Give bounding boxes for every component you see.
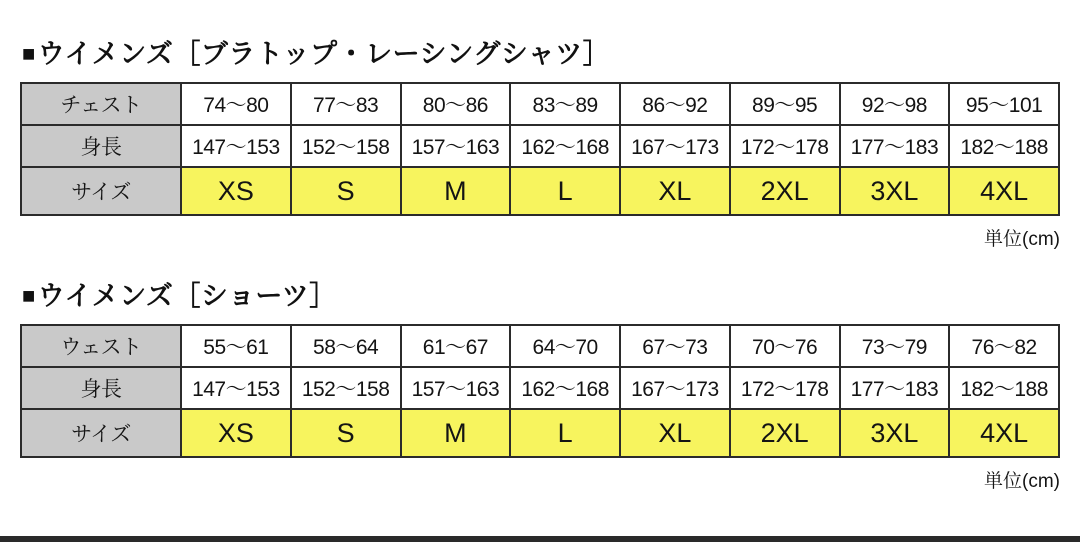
cell-height-s: 152〜158: [291, 367, 401, 409]
cell-height-xs: 147〜153: [181, 125, 291, 167]
cell-chest-3xl: 92〜98: [840, 83, 950, 125]
cell-height-3xl: 177〜183: [840, 367, 950, 409]
cell-chest-m: 80〜86: [401, 83, 511, 125]
cell-height-4xl: 182〜188: [949, 125, 1059, 167]
cell-waist-xs: 55〜61: [181, 325, 291, 367]
cell-size-3xl: 3XL: [840, 409, 950, 457]
table-row-size: [21, 167, 1059, 215]
row-header-height: 身長: [21, 367, 181, 409]
size-section-womens-shorts: [20, 280, 1060, 493]
cell-height-xs: 147〜153: [181, 367, 291, 409]
cell-size-l: L: [510, 409, 620, 457]
table-row-size: [21, 409, 1059, 457]
cell-size-xs: XS: [181, 409, 291, 457]
table-row-chest: [21, 83, 1059, 125]
cell-height-xl: 167〜173: [620, 367, 730, 409]
cell-waist-2xl: 70〜76: [730, 325, 840, 367]
cell-height-3xl: 177〜183: [840, 125, 950, 167]
table-row-height: [21, 367, 1059, 409]
cell-waist-l: 64〜70: [510, 325, 620, 367]
table-row-height: [21, 125, 1059, 167]
cell-chest-l: 83〜89: [510, 83, 620, 125]
row-header-size: サイズ: [21, 167, 181, 215]
cell-size-m: M: [401, 409, 511, 457]
cell-height-m: 157〜163: [401, 367, 511, 409]
row-header-height: 身長: [21, 125, 181, 167]
cell-height-l: 162〜168: [510, 367, 620, 409]
cell-chest-xl: 86〜92: [620, 83, 730, 125]
cell-size-xs: XS: [181, 167, 291, 215]
cell-height-xl: 167〜173: [620, 125, 730, 167]
cell-size-2xl: 2XL: [730, 167, 840, 215]
cell-size-l: L: [510, 167, 620, 215]
cell-size-s: S: [291, 167, 401, 215]
cell-size-2xl: 2XL: [730, 409, 840, 457]
cell-waist-m: 61〜67: [401, 325, 511, 367]
cell-height-2xl: 172〜178: [730, 367, 840, 409]
section-title-womens-shorts: [22, 280, 1060, 312]
unit-label-bratop: 単位(cm): [984, 229, 1060, 251]
size-table-womens-bratop: [20, 82, 1060, 216]
row-header-waist: ウェスト: [21, 325, 181, 367]
cell-waist-4xl: 76〜82: [949, 325, 1059, 367]
cell-waist-3xl: 73〜79: [840, 325, 950, 367]
cell-chest-2xl: 89〜95: [730, 83, 840, 125]
row-header-chest: チェスト: [21, 83, 181, 125]
cell-size-s: S: [291, 409, 401, 457]
cell-height-m: 157〜163: [401, 125, 511, 167]
cell-waist-s: 58〜64: [291, 325, 401, 367]
cell-size-4xl: 4XL: [949, 167, 1059, 215]
section-title-text: ウイメンズ［ブラトップ・レーシングシャツ］: [37, 39, 611, 69]
cell-chest-s: 77〜83: [291, 83, 401, 125]
cell-chest-xs: 74〜80: [181, 83, 291, 125]
cell-height-2xl: 172〜178: [730, 125, 840, 167]
cell-size-xl: XL: [620, 167, 730, 215]
unit-label-shorts: 単位(cm): [984, 471, 1060, 493]
cell-waist-xl: 67〜73: [620, 325, 730, 367]
cell-size-4xl: 4XL: [949, 409, 1059, 457]
size-table-womens-shorts: [20, 324, 1060, 458]
table-row-waist: [21, 325, 1059, 367]
row-header-size: サイズ: [21, 409, 181, 457]
cell-height-4xl: 182〜188: [949, 367, 1059, 409]
cell-size-3xl: 3XL: [840, 167, 950, 215]
cell-size-m: M: [401, 167, 511, 215]
section-title-womens-bratop: [22, 38, 1060, 70]
cell-height-l: 162〜168: [510, 125, 620, 167]
cell-chest-4xl: 95〜101: [949, 83, 1059, 125]
size-section-womens-bratop: [20, 38, 1060, 251]
cell-height-s: 152〜158: [291, 125, 401, 167]
section-title-text: ウイメンズ［ショーツ］: [37, 281, 337, 311]
cell-size-xl: XL: [620, 409, 730, 457]
bullet-square-icon: ■: [22, 41, 36, 66]
bullet-square-icon: ■: [22, 283, 36, 308]
